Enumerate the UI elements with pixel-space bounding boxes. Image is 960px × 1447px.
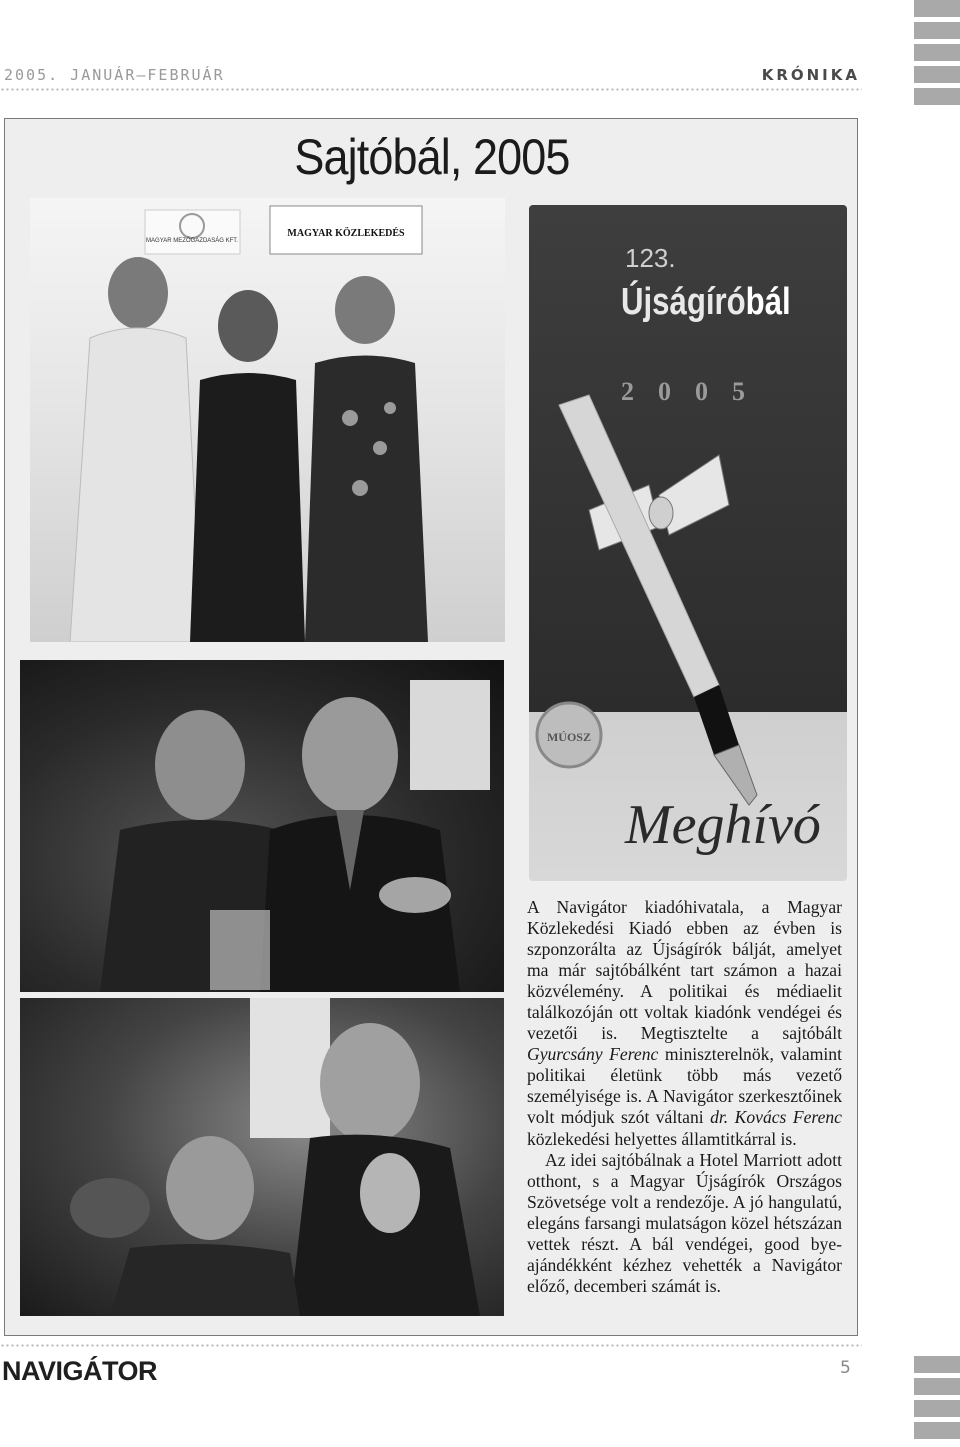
issue-date: 2005. JANUÁR–FEBRUÁR <box>4 66 225 84</box>
article-body <box>527 897 842 1297</box>
footer-side-tabs <box>914 1356 960 1444</box>
muosz-logo-letters: MÚOSZ <box>546 730 592 744</box>
banner-mezogazdasag: MAGYAR MEZŐGAZDASÁG KFT. <box>146 238 238 244</box>
footer-divider <box>0 1344 862 1347</box>
person-name-secretary: dr. Kovács Ferenc <box>710 1107 842 1128</box>
invitation-caption: Meghívó <box>625 794 821 856</box>
invitation-name-part1: Újságíró <box>621 281 746 323</box>
photo-couple-table <box>20 660 504 992</box>
person-name-pm: Gyurcsány Ferenc <box>527 1044 659 1065</box>
header-divider <box>0 88 862 91</box>
article-paragraph-1: A Navigátor kiadóhivatala, a Magyar Közlekedési Kiadó ebben az évben is szponzorálta az Újságírók bálját, amelyet ma már sajtóbálként tart számon a hazai közvélemény. A politikai és médiaelit találkozóján ott voltak kiadónk vendégei és vezetői is. Megtisztelte a sajtóbált Gyurcsány Ferenc miniszterelnök, valamint politikai életünk több más vezető személyisége is. A Navigátor szerkesztőinek volt módjuk szót váltani dr. Kovács Ferenc közlekedési helyettes államtitkárral is. <box>527 897 842 1149</box>
invitation-name-part2: bál <box>745 281 791 323</box>
photo-three-women <box>30 198 505 642</box>
banner-kozlekedes: MAGYAR KÖZLEKEDÉS <box>287 228 405 239</box>
invitation-number: 123. <box>625 243 676 273</box>
section-label: KRÓNIKA <box>761 66 860 84</box>
photo-dancing-couple <box>20 998 504 1316</box>
invitation-card <box>529 205 847 881</box>
page-title: Sajtóbál, 2005 <box>294 129 570 185</box>
header-side-tabs <box>914 0 960 110</box>
article-paragraph-2: Az idei sajtóbálnak a Hotel Marriott adott otthont, s a Magyar Újságírók Országos Szövetsége volt a rendezője. A jó hangulatú, elegáns farsangi mulatságon közel hétszázan vettek részt. A bál vendégei, good bye-ajándékként kézhez vehették a Navigátor előző, decemberi számát is. <box>527 1149 842 1296</box>
navigator-logo: NAVIGÁTOR <box>2 1356 158 1386</box>
invitation-year: 2005 <box>621 377 769 406</box>
page-number: 5 <box>840 1358 851 1378</box>
